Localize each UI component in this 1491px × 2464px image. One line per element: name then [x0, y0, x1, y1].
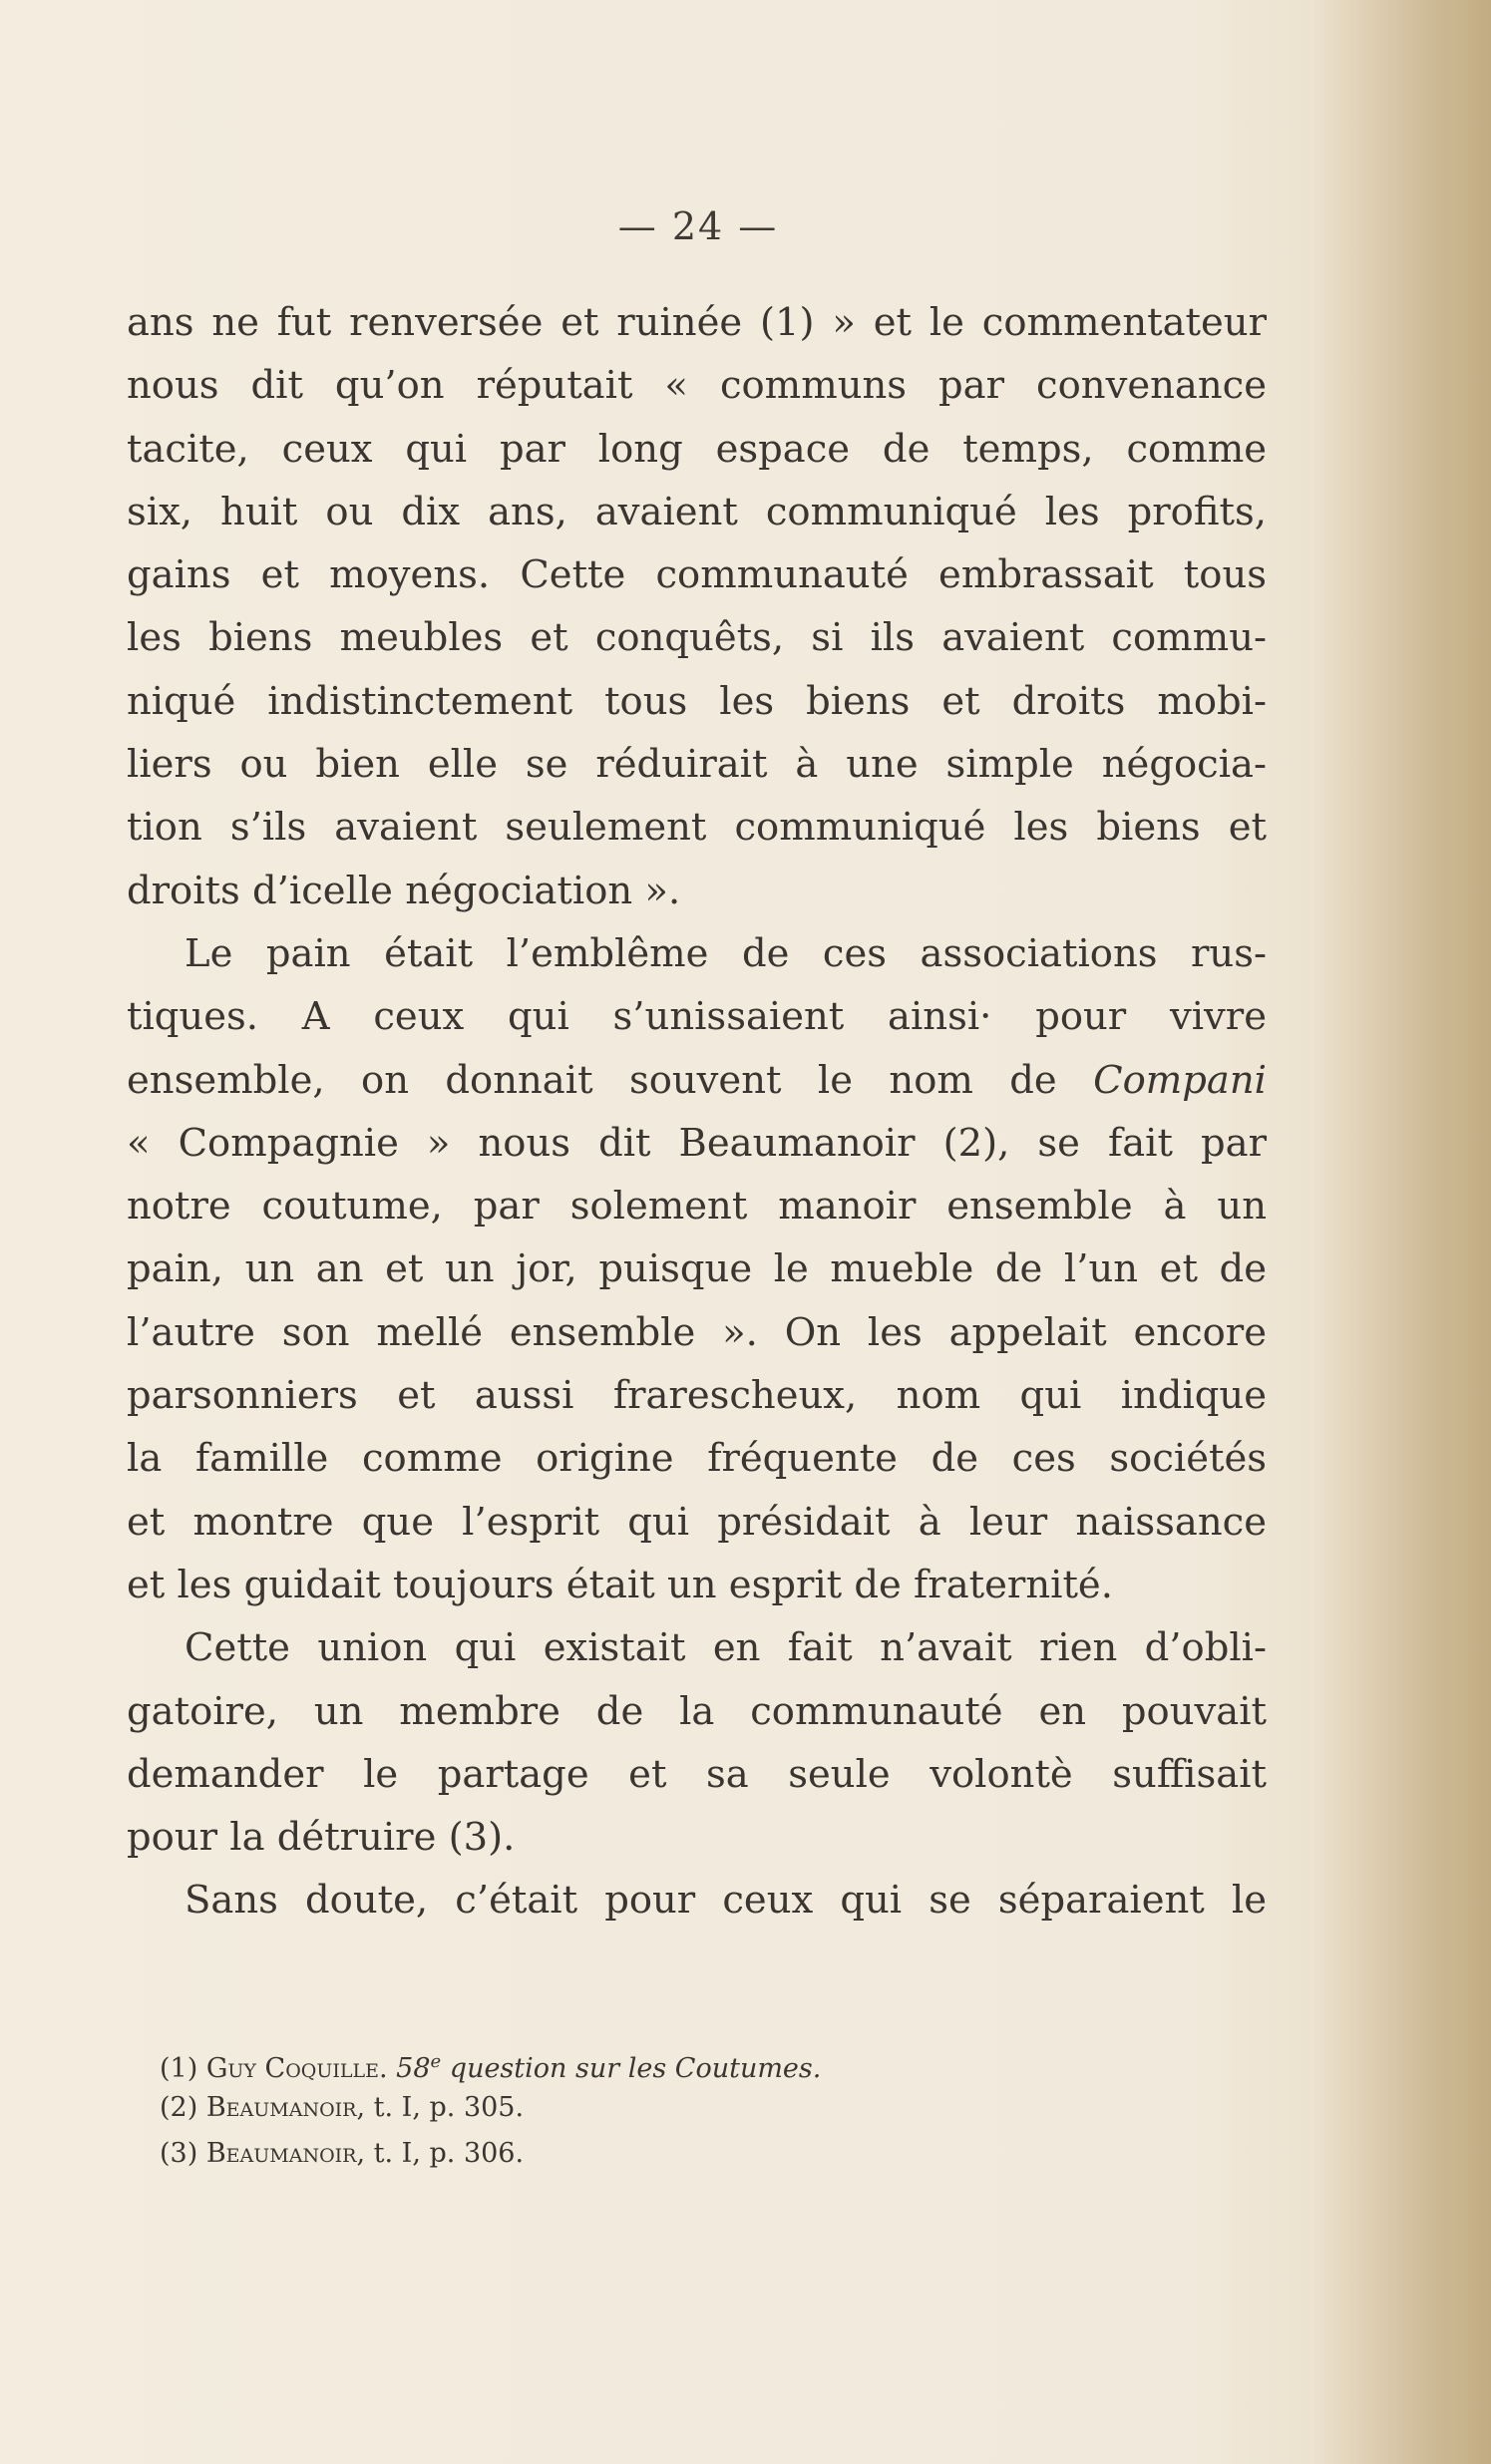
text-line-with-italic	[127, 1049, 1267, 1112]
text-line: pain, un an et un jor, puisque le mueble de l’un et de	[127, 1246, 1267, 1292]
text-line: et les guidait toujours était un esprit de fraternité.	[127, 1562, 1113, 1607]
text-line: et montre que l’esprit qui présidait à leur naissance	[127, 1499, 1267, 1545]
text-line: les biens meubles et conquêts, si ils avaient commu-	[127, 615, 1267, 661]
footnote-ordinal-suffix: e	[430, 2051, 442, 2072]
footnote-number: (2)	[160, 2092, 198, 2123]
text-line: demander le partage et sa seule volontè suffisait	[127, 1751, 1267, 1797]
text-line: la famille comme origine fréquente de ces sociétés	[127, 1436, 1267, 1482]
text-line: tacite, ceux qui par long espace de temps, comme	[127, 426, 1267, 472]
footnote-author: Guy Coquille.	[205, 2053, 388, 2084]
text-line: pour la détruire (3).	[127, 1815, 516, 1861]
footnote-title	[396, 2053, 821, 2084]
footnote-author: Beaumanoir,	[205, 2092, 366, 2123]
footnote-ref: t. I, p. 305.	[373, 2092, 525, 2123]
text-line: gatoire, un membre de la communauté en pouvait	[127, 1688, 1267, 1734]
page-edge-shadow	[1396, 0, 1491, 2464]
text-line: Cette union qui existait en fait n’avait rien d’obli-	[185, 1625, 1267, 1671]
text-line: niqué indistinctement tous les biens et droits mobi-	[127, 678, 1267, 724]
footnote-3	[160, 2131, 1157, 2177]
text-segment: ensemble, on donnait souvent le nom de	[127, 1057, 1057, 1103]
footnote-number: (1)	[160, 2053, 198, 2084]
footnote-ordinal: 58	[396, 2053, 431, 2084]
text-line: gains et moyens. Cette communauté embrassait tous	[127, 552, 1267, 598]
body-text	[127, 291, 1267, 1933]
text-line: liers ou bien elle se réduirait à une simple négocia-	[127, 742, 1267, 788]
text-line: l’autre son mellé ensemble ». On les appelait encore	[127, 1309, 1267, 1355]
footnote-2	[160, 2085, 1157, 2131]
footnote-author: Beaumanoir,	[205, 2138, 366, 2169]
text-line: parsonniers et aussi frarescheux, nom qui indique	[127, 1373, 1267, 1419]
page-number: — 24 —	[617, 204, 779, 248]
text-line: tiques. A ceux qui s’unissaient ainsi· pour vivre	[127, 994, 1267, 1040]
footnote-1	[160, 2039, 1157, 2085]
text-line: tion s’ils avaient seulement communiqué les biens et	[127, 805, 1267, 851]
text-line: six, huit ou dix ans, avaient communiqué les profits,	[127, 489, 1267, 534]
text-line: nous dit qu’on réputait « communs par convenance	[127, 363, 1267, 409]
footnote-ref: t. I, p. 306.	[373, 2138, 525, 2169]
text-line: Sans doute, c’était pour ceux qui se séparaient le	[185, 1878, 1267, 1924]
footnote-number: (3)	[160, 2138, 198, 2169]
text-line: Le pain était l’emblême de ces associations rus-	[185, 930, 1267, 976]
text-line: notre coutume, par solement manoir ensemble à un	[127, 1184, 1267, 1230]
footnotes	[160, 2039, 1157, 2177]
italic-word: Compani	[1093, 1057, 1267, 1103]
text-line: « Compagnie » nous dit Beaumanoir (2), se fait par	[127, 1120, 1267, 1166]
footnote-title-text: question sur les Coutumes.	[449, 2053, 822, 2084]
text-line: ans ne fut renversée et ruinée (1) » et le commentateur	[127, 300, 1267, 345]
text-line: droits d’icelle négociation ».	[127, 868, 681, 913]
